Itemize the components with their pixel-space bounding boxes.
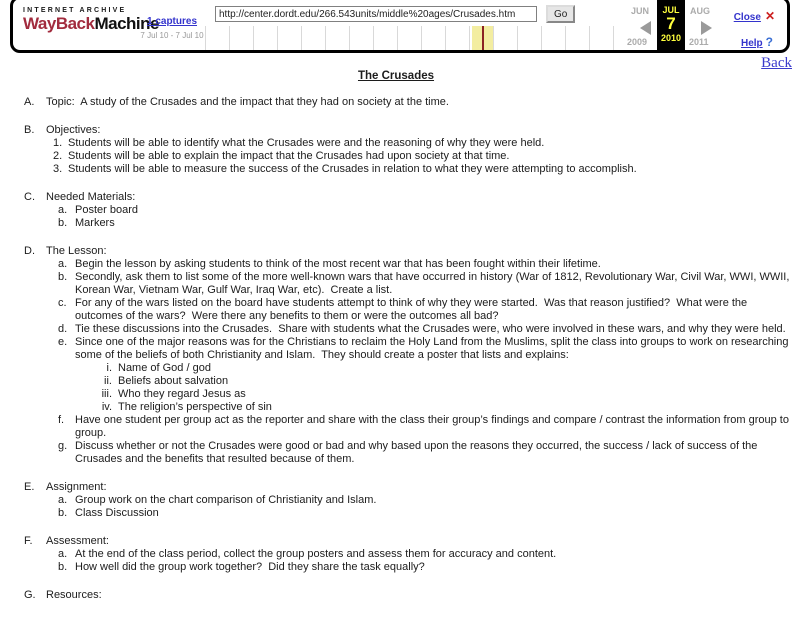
outline-item (0, 217, 792, 230)
outline-section (0, 245, 792, 258)
subitem-text: Who they regard Jesus as (118, 388, 246, 400)
section-text: Assignment: (46, 481, 107, 493)
document-body (0, 62, 800, 617)
item-label: b. (58, 561, 68, 573)
item-text: Students will be able to explain the impact that the Crusades had upon society at that time. (68, 150, 510, 162)
outline-item (0, 150, 792, 163)
section-text: The Lesson: (46, 245, 107, 257)
internet-archive-label: INTERNET ARCHIVE (23, 7, 127, 14)
item-label: a. (58, 494, 68, 506)
outline-item (0, 271, 792, 297)
subitem-text: The religion’s perspective of sin (118, 401, 272, 413)
back-link[interactable]: Back (761, 55, 792, 71)
item-text: Markers (75, 217, 115, 229)
outline-item (0, 204, 792, 217)
item-text: At the end of the class period, collect the group posters and assess them for accuracy and content. (75, 548, 557, 560)
section-assignment (0, 481, 792, 520)
outline-section (0, 191, 792, 204)
current-year: 2010 (660, 33, 682, 43)
section-text: Topic: A study of the Crusades and the impact that they had on society at the time. (46, 96, 449, 108)
item-label: b. (58, 217, 68, 229)
next-capture-arrow-icon[interactable] (701, 21, 712, 35)
help-toolbar[interactable] (741, 35, 773, 49)
item-text: Discuss whether or not the Crusades were good or bad and why based upon the reasons they occurred, the success / lack of success of the Crusades and the benefits that resulted because of them. (75, 440, 761, 465)
subitem-label: iv. (101, 401, 112, 413)
item-label: b. (58, 271, 68, 283)
section-text: Objectives: (46, 124, 101, 136)
close-icon[interactable]: ✕ (764, 9, 775, 23)
item-text: Poster board (75, 204, 138, 216)
section-assessment (0, 535, 792, 574)
item-label: b. (58, 507, 68, 519)
capture-marker-line (482, 26, 484, 50)
outline-section (0, 124, 792, 137)
subitem-label: ii. (104, 375, 112, 387)
current-month: JUL (662, 5, 680, 15)
outline-item (0, 297, 792, 323)
captures-date-range: 7 Jul 10 - 7 Jul 10 (140, 31, 204, 40)
section-label: F. (24, 535, 33, 547)
item-text: Class Discussion (75, 507, 159, 519)
close-toolbar[interactable] (734, 9, 775, 23)
section-label: B. (24, 124, 35, 136)
item-label: 1. (53, 137, 63, 149)
item-text: Students will be able to identify what the Crusades were and the reasoning of why they were held. (68, 137, 545, 149)
section-label: G. (24, 589, 36, 601)
outline-item (0, 414, 792, 440)
wayback-machine-wordmark: WayBackMachine (23, 14, 159, 33)
item-text: For any of the wars listed on the board have students attempt to think of why they were started. Was that reason justified? What were the outcomes of the wars? Were there any benefits to them or were the outcomes all bad? (75, 297, 751, 322)
item-label: g. (58, 440, 68, 452)
section-objectives (0, 124, 792, 176)
item-label: d. (58, 323, 68, 335)
calendar-widget (621, 0, 731, 50)
item-label: a. (58, 204, 68, 216)
capture-timeline[interactable] (205, 26, 621, 50)
item-text: Students will be able to measure the success of the Crusades in relation to what they were attempting to accomplish. (68, 163, 637, 175)
next-year-label[interactable]: 2011 (689, 37, 709, 47)
archive-url-input[interactable] (215, 6, 537, 22)
outline-item (0, 561, 792, 574)
help-link[interactable]: Help (740, 38, 763, 49)
outline-item (0, 548, 792, 561)
section-label: E. (24, 481, 35, 493)
help-icon[interactable]: ? (765, 35, 773, 49)
outline-item (0, 137, 792, 150)
outline-subitem (0, 362, 792, 375)
outline-item (0, 507, 792, 520)
wayback-toolbar (10, 0, 790, 53)
item-text: Group work on the chart comparison of Christianity and Islam. (75, 494, 377, 506)
outline-section (0, 481, 792, 494)
item-label: 2. (53, 150, 63, 162)
item-label: c. (58, 297, 67, 309)
close-link[interactable]: Close (733, 12, 761, 23)
captures-link[interactable]: 1 captures (146, 16, 198, 27)
item-text: Begin the lesson by asking students to think of the most recent war that has been fought within their lifetime. (75, 258, 601, 270)
page-title: The Crusades (357, 70, 435, 82)
item-text: Tie these discussions into the Crusades. Share with students what the Crusades were, who were involved in these wars, and why they were held. (75, 323, 786, 335)
section-label: C. (24, 191, 35, 203)
outline-item (0, 440, 792, 466)
item-label: a. (58, 548, 68, 560)
section-text: Resources: (46, 589, 102, 601)
prev-year-label[interactable]: 2009 (627, 37, 648, 47)
item-text: Have one student per group act as the reporter and share with the class their group’s findings and compare / contrast the information from group to group. (75, 414, 793, 439)
go-button[interactable]: Go (546, 5, 575, 23)
section-text: Assessment: (46, 535, 109, 547)
section-topic (0, 96, 792, 109)
current-day: 7 (666, 14, 676, 33)
subitem-label: i. (106, 362, 112, 374)
outline-section (0, 589, 792, 602)
outline-section (0, 535, 792, 548)
item-text: Since one of the major reasons was for the Christians to reclaim the Holy Land from the Muslims, split the class into groups to work on researching some of the beliefs of both Christianity and Islam. They should create a poster that lists and explains: (75, 336, 792, 361)
captures-summary (131, 11, 213, 40)
section-the-lesson (0, 245, 792, 466)
outline-subitem (0, 388, 792, 401)
outline-item (0, 323, 792, 336)
next-month-label[interactable]: AUG (690, 6, 710, 16)
current-capture-date[interactable] (657, 0, 685, 50)
subitem-text: Name of God / god (118, 362, 211, 374)
outline-item (0, 163, 792, 176)
item-label: 3. (53, 163, 63, 175)
capture-marker[interactable] (472, 26, 493, 50)
outline-item (0, 494, 792, 507)
section-text: Needed Materials: (46, 191, 136, 203)
prev-capture-arrow-icon[interactable] (640, 21, 651, 35)
item-text: Secondly, ask them to list some of the more well-known wars that have occurred in history (War of 1812, Revolutionary War, Civil War, WWI, WWII, Korean War, Vietnam War, Gulf War, Iraq War, etc). Create a list. (75, 271, 793, 296)
section-label: D. (24, 245, 35, 257)
item-label: f. (58, 414, 65, 426)
subitem-text: Beliefs about salvation (118, 375, 229, 387)
item-label: a. (58, 258, 68, 270)
outline-item (0, 336, 792, 362)
prev-month-label[interactable]: JUN (631, 6, 650, 16)
subitem-label: iii. (101, 388, 112, 400)
section-resources (0, 589, 792, 602)
section-label: A. (24, 96, 35, 108)
outline-subitem (0, 375, 792, 388)
item-label: e. (58, 336, 68, 348)
outline-item (0, 258, 792, 271)
section-needed-materials (0, 191, 792, 230)
outline-section (0, 96, 792, 109)
outline-subitem (0, 401, 792, 414)
item-text: How well did the group work together? Did they share the task equally? (75, 561, 425, 573)
